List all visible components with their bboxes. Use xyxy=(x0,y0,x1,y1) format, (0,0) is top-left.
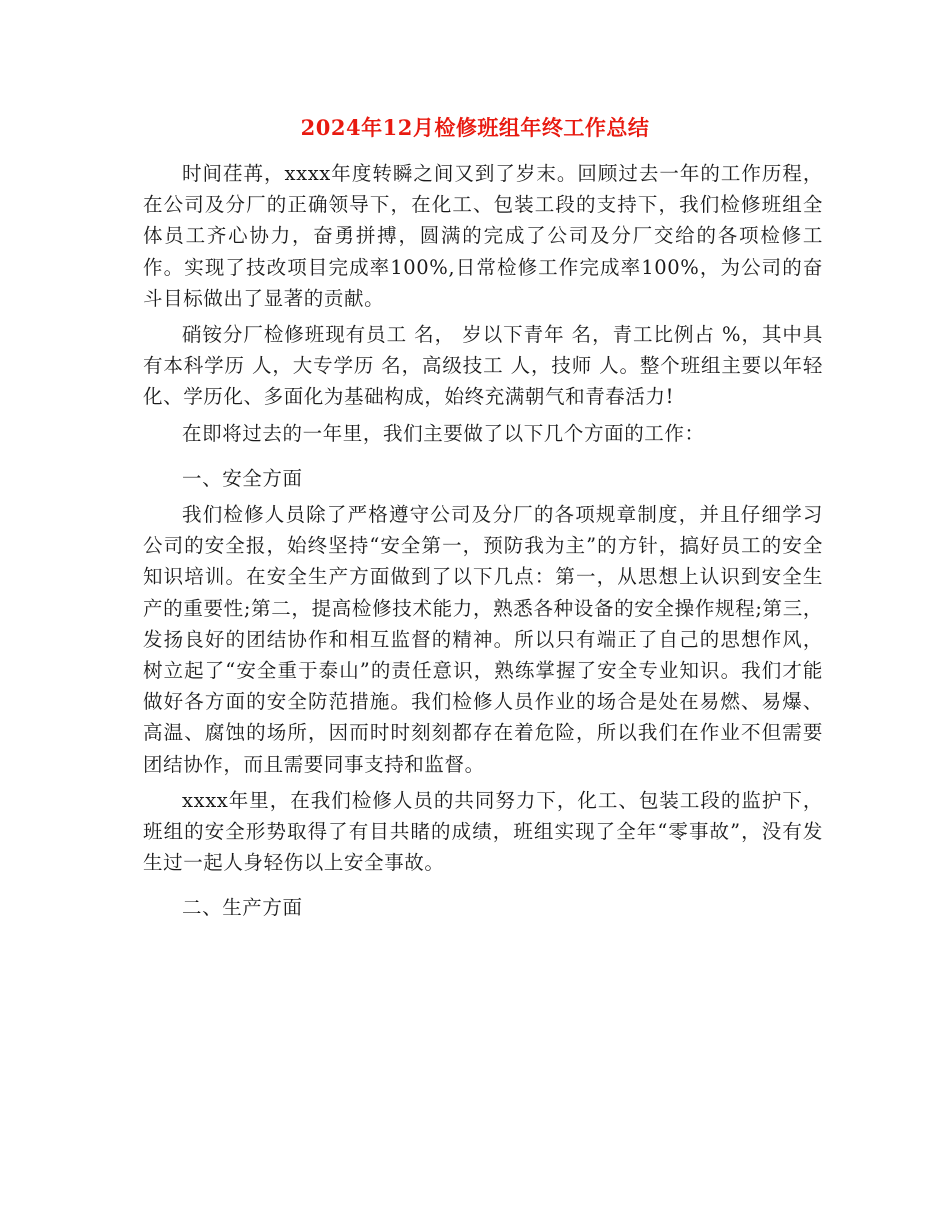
paragraph-intro: 时间荏苒，xxxx年度转瞬之间又到了岁末。回顾过去一年的工作历程，在公司及分厂的正确领导下，在化工、包装工段的支持下，我们检修班组全体员工齐心协力，奋勇拼搏，圆满的完成了公司及分厂交给的各项检修工作。实现了技改项目完成率100%,日常检修工作完成率100%，为公司的奋斗目标做出了显著的贡献。 xyxy=(143,162,823,310)
paragraph-safety-details: 我们检修人员除了严格遵守公司及分厂的各项规章制度，并且仔细学习公司的安全报，始终坚持“安全第一，预防我为主”的方针，搞好员工的安全知识培训。在安全生产方面做到了以下几点：第一，从思想上认识到安全生产的重要性;第二，提高检修技术能力，熟悉各种设备的安全操作规程;第三，发扬良好的团结协作和相互监督的精神。所以只有端正了自己的思想作风，树立起了“安全重于泰山”的责任意识，熟练掌握了安全专业知识。我们才能做好各方面的安全防范措施。我们检修人员作业的场合是处在易燃、易爆、高温、腐蚀的场所，因而时时刻刻都存在着危险，所以我们在作业不但需要团结协作，而且需要同事支持和监督。 xyxy=(143,503,823,776)
paragraph-safety-results: xxxx年里，在我们检修人员的共同努力下，化工、包装工段的监护下， 班组的安全形势取得了有目共睹的成绩，班组实现了全年“零事故”，没有发生过一起人身轻伤以上安全事故。 xyxy=(143,788,823,875)
section-heading-safety: 一、安全方面 xyxy=(182,466,303,490)
paragraph-team-composition: 硝铵分厂检修班现有员工 名， 岁以下青年 名，青工比例占 %，其中具有本科学历 人，大专学历 名，高级技工 人，技师 人。整个班组主要以年轻化、学历化、多面化为基础构成，始终充满朝气和青春活力! xyxy=(143,323,823,409)
document-body xyxy=(143,158,823,924)
paragraph-work-overview: 在即将过去的一年里，我们主要做了以下几个方面的工作： xyxy=(182,421,705,445)
document-title: 2024年12月检修班组年终工作总结 xyxy=(300,115,650,140)
section-heading-production: 二、生产方面 xyxy=(182,896,303,920)
